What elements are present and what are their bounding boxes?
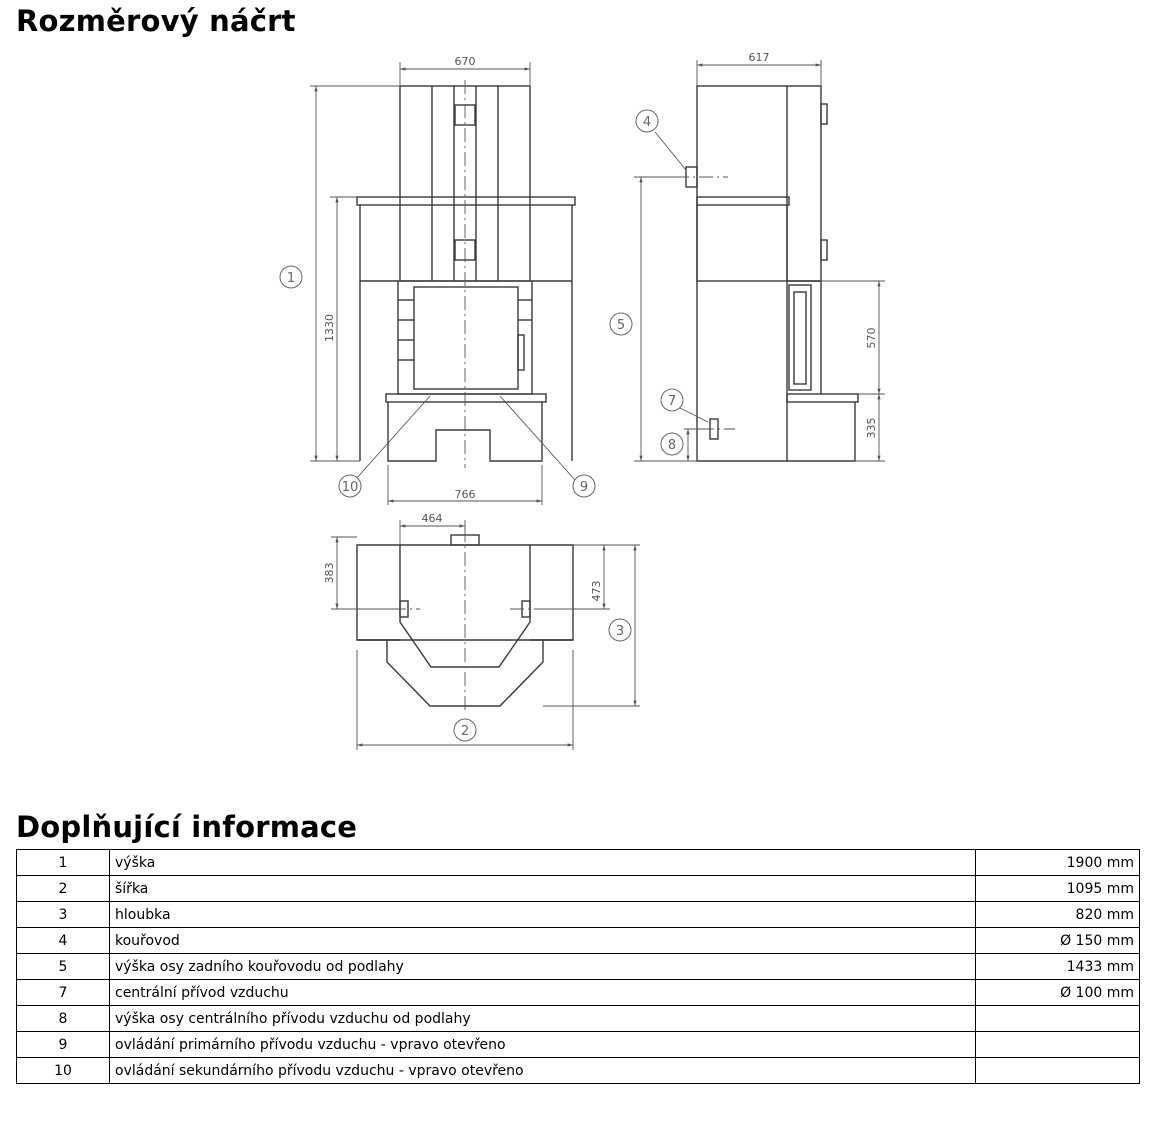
- section-title-info: Doplňující informace: [16, 810, 358, 844]
- row-value: 1433 mm: [976, 954, 1140, 980]
- plan-dimensions: [323, 512, 640, 750]
- row-number: 10: [17, 1058, 110, 1084]
- callout-1: 1: [286, 271, 296, 286]
- row-number: 1: [17, 850, 110, 876]
- dim-front-height: 1330: [323, 314, 336, 342]
- dim-front-width-top: 670: [454, 55, 476, 68]
- side-view: [655, 86, 858, 461]
- callout-2: 2: [460, 724, 470, 739]
- row-value: Ø 100 mm: [976, 980, 1140, 1006]
- dim-front-width-base: 766: [454, 488, 476, 501]
- row-value: [976, 1006, 1140, 1032]
- dim-plan-width: 464: [421, 512, 443, 525]
- info-table: [16, 849, 1140, 1084]
- table-row: [17, 876, 1140, 902]
- row-value: 1095 mm: [976, 876, 1140, 902]
- front-view: [355, 80, 575, 480]
- front-dimensions: [280, 55, 595, 505]
- row-number: 7: [17, 980, 110, 1006]
- table-row: [17, 1032, 1140, 1058]
- callout-10: 10: [341, 480, 359, 495]
- row-value: [976, 1032, 1140, 1058]
- row-value: 1900 mm: [976, 850, 1140, 876]
- dimension-drawing: [0, 40, 1160, 760]
- row-value: Ø 150 mm: [976, 928, 1140, 954]
- row-description: výška osy zadního kouřovodu od podlahy: [110, 954, 976, 980]
- row-number: 8: [17, 1006, 110, 1032]
- row-number: 3: [17, 902, 110, 928]
- row-description: šířka: [110, 876, 976, 902]
- row-description: výška: [110, 850, 976, 876]
- row-description: hloubka: [110, 902, 976, 928]
- table-row: [17, 954, 1140, 980]
- row-number: 9: [17, 1032, 110, 1058]
- plan-view: [357, 528, 573, 712]
- table-row: [17, 1058, 1140, 1084]
- dim-side-firebox: 570: [865, 327, 878, 349]
- dim-plan-depth-left: 383: [323, 562, 336, 584]
- table-row: [17, 980, 1140, 1006]
- dim-plan-depth-right: 473: [590, 580, 603, 602]
- row-description: kouřovod: [110, 928, 976, 954]
- table-row: [17, 902, 1140, 928]
- row-description: ovládání sekundárního přívodu vzduchu - vpravo otevřeno: [110, 1058, 976, 1084]
- row-value: [976, 1058, 1140, 1084]
- callout-9: 9: [579, 480, 589, 495]
- row-description: výška osy centrálního přívodu vzduchu od podlahy: [110, 1006, 976, 1032]
- row-number: 5: [17, 954, 110, 980]
- dim-side-depth: 617: [748, 51, 770, 64]
- callout-4: 4: [642, 115, 652, 130]
- callout-7: 7: [667, 394, 677, 409]
- table-row: [17, 928, 1140, 954]
- row-description: centrální přívod vzduchu: [110, 980, 976, 1006]
- row-number: 4: [17, 928, 110, 954]
- dim-side-base: 335: [865, 417, 878, 439]
- side-dimensions: [610, 51, 885, 461]
- page-title: Rozměrový náčrt: [16, 4, 296, 38]
- callout-3: 3: [615, 624, 625, 639]
- callout-8: 8: [667, 438, 677, 453]
- row-value: 820 mm: [976, 902, 1140, 928]
- table-row: [17, 850, 1140, 876]
- row-number: 2: [17, 876, 110, 902]
- row-description: ovládání primárního přívodu vzduchu - vpravo otevřeno: [110, 1032, 976, 1058]
- callout-5: 5: [616, 318, 626, 333]
- table-row: [17, 1006, 1140, 1032]
